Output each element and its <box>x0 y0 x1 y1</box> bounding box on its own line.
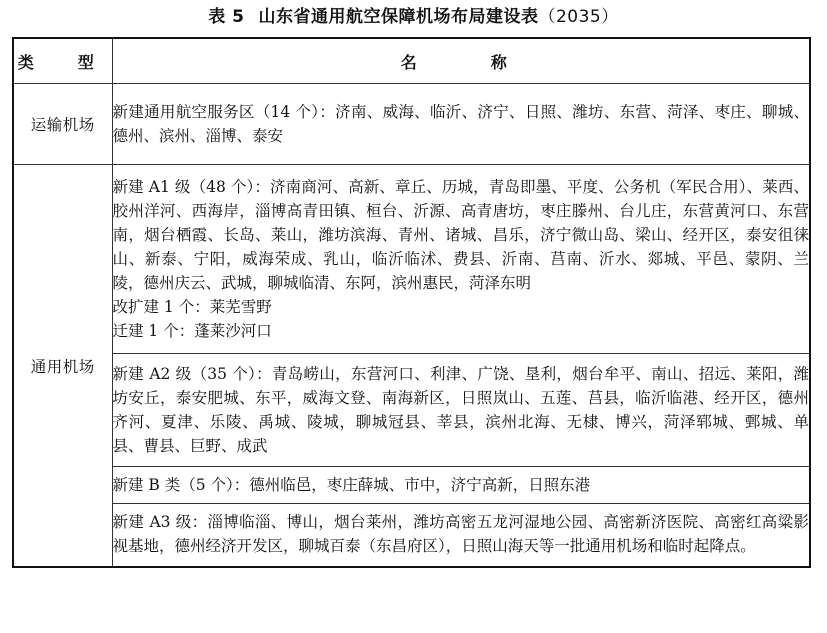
table-row-general-a3 <box>13 504 810 568</box>
general-a2-text: 新建 A2 级（35 个）：青岛崂山，东营河口、利津、广饶、垦利，烟台牟平、南山、招远、莱阳，潍坊安丘，泰安肥城、东平，威海文登、南海新区，日照岚山、五莲、莒县，临沂临港、经开区，德州齐河、夏津、乐陵、禹城、陵城，聊城冠县、莘县，滨州北海、无棣、博兴，菏泽郓城、鄄城、单县、曹县、巨野、成武 <box>112 365 809 455</box>
general-a2-content <box>112 354 810 467</box>
header-type: 类 型 <box>13 38 112 84</box>
general-b-text: 新建 B 类（5 个）：德州临邑，枣庄薛城、市中，济宁高新，日照东港 <box>112 476 591 494</box>
general-a3-content <box>112 504 810 568</box>
table-header-row <box>13 38 810 84</box>
table-row-general-b <box>13 467 810 504</box>
type-transport-airport: 运输机场 <box>13 84 112 165</box>
general-b-content <box>112 467 810 504</box>
table-row-general-a1 <box>13 165 810 354</box>
type-general-airport: 通用机场 <box>13 165 112 568</box>
general-a1-relocate: 迁建 1 个：蓬莱沙河口 <box>112 322 272 340</box>
table-row-general-a2 <box>13 354 810 467</box>
general-a1-text: 新建 A1 级（48 个）：济南商河、高新、章丘、历城，青岛即墨、平度、公务机（军民合用）、莱西、胶州洋河、西海岸，淄博高青田镇、桓台、沂源、高青唐坊，枣庄滕州、台儿庄，东营黄河口、东营南，烟台栖霞、长岛、莱山，潍坊滨海、青州、诸城、昌乐，济宁微山岛、梁山、经开区，泰安徂徕山、新泰、宁阳，威海荣成、乳山，临沂临沭、费县、沂南、莒南、沂水、郯城、平邑、蒙阴、兰陵，德州庆云、武城，聊城临清、东阿，滨州惠民，菏泽东明 <box>112 178 809 292</box>
table-number: 表 5 <box>208 7 245 27</box>
transport-airport-text: 新建通用航空服务区（14 个）：济南、威海、临沂、济宁、日照、潍坊、东营、菏泽、枣庄、聊城、德州、滨州、淄博、泰安 <box>112 103 809 145</box>
general-a3-text: 新建 A3 级：淄博临淄、博山，烟台莱州，潍坊高密五龙河湿地公园、高密新济医院、高密红高粱影视基地，德州经济开发区，聊城百泰（东昌府区），日照山海天等一批通用机场和临时起降点。 <box>112 513 809 555</box>
header-name: 名 称 <box>112 38 810 84</box>
transport-airport-content <box>112 84 810 165</box>
table-caption <box>0 5 827 29</box>
general-a1-expand: 改扩建 1 个：莱芜雪野 <box>112 298 272 316</box>
airport-layout-table <box>12 37 811 568</box>
general-a1-content <box>112 165 810 354</box>
table-year: （2035） <box>538 7 619 27</box>
table-row-transport <box>13 84 810 165</box>
table-title: 山东省通用航空保障机场布局建设表 <box>258 7 539 27</box>
